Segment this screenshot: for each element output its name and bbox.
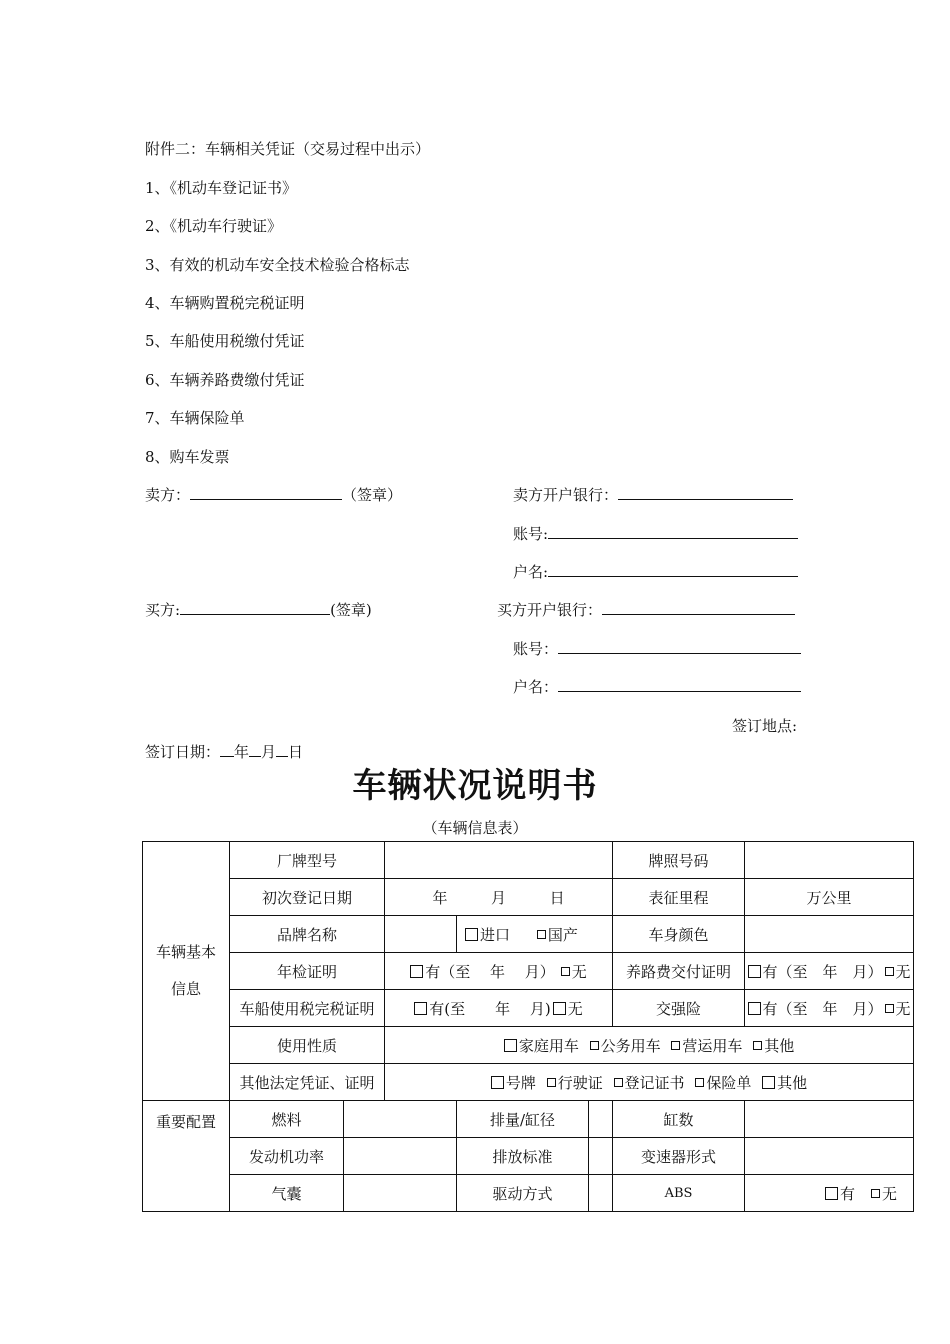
seller-bank-line (513, 485, 793, 505)
seller-label: 卖方： (145, 486, 191, 504)
buyer-bank-label: 买方开户银行： (497, 601, 603, 619)
doc-license-checkbox[interactable] (547, 1078, 556, 1087)
abs-options (745, 1175, 914, 1212)
doc-plate-label: 号牌 (505, 1073, 536, 1092)
abs-no-label: 无 (882, 1184, 898, 1203)
doc-license-label: 行驶证 (557, 1073, 603, 1092)
mileage-label: 表征里程 (613, 879, 745, 916)
ctali-no-checkbox[interactable] (885, 1004, 894, 1013)
seller-holder-line (513, 562, 798, 582)
origin-options (457, 916, 613, 953)
buyer-account-label: 账号： (513, 640, 559, 658)
seller-bank-label: 卖方开户银行： (513, 486, 619, 504)
table-row (143, 953, 914, 990)
section-config-label: 重要配置 (155, 1113, 216, 1131)
doc-other-checkbox[interactable] (762, 1076, 775, 1089)
imported-label: 进口 (480, 925, 511, 944)
table-row (143, 1027, 914, 1064)
doc-insurance-label: 保险单 (706, 1073, 752, 1092)
document-subtitle: （车辆信息表） (422, 819, 528, 837)
usage-official-label: 公务用车 (600, 1036, 661, 1055)
vehicle-info-table (142, 841, 914, 1212)
road-fee-options (745, 953, 914, 990)
vessel-tax-no-label: 无 (567, 999, 583, 1018)
first-reg-label: 初次登记日期 (230, 879, 385, 916)
usage-commercial-label: 营运用车 (682, 1036, 743, 1055)
table-row (143, 916, 914, 953)
abs-yes-checkbox[interactable] (825, 1187, 838, 1200)
first-reg-month: 月 (491, 888, 507, 907)
doc-other-label: 其他 (777, 1073, 808, 1092)
brand-model-value[interactable] (385, 842, 613, 879)
ctali-no-label: 无 (895, 999, 911, 1018)
table-row (143, 842, 914, 879)
attachment-item-5: 5、车船使用税缴付凭证 (145, 332, 305, 350)
domestic-checkbox[interactable] (537, 930, 546, 939)
brand-name-value[interactable] (385, 916, 457, 953)
transmission-value[interactable] (745, 1138, 914, 1175)
drive-label: 驱动方式 (457, 1175, 589, 1212)
attachment-item-4: 4、车辆购置税完税证明 (145, 294, 305, 312)
seller-bank-field[interactable] (618, 485, 793, 500)
cylinders-label: 缸数 (613, 1101, 745, 1138)
attachment-item-3: 3、有效的机动车安全技术检验合格标志 (145, 256, 410, 274)
abs-yes-label: 有 (840, 1184, 856, 1203)
emission-value[interactable] (589, 1138, 613, 1175)
road-fee-yes-label: 有（至 年 月） (762, 962, 883, 981)
brand-name-label: 品牌名称 (230, 916, 385, 953)
attachment-item-2: 2、《机动车行驶证》 (145, 217, 283, 235)
section-config (143, 1101, 230, 1212)
displacement-label: 排量/缸径 (457, 1101, 589, 1138)
date-day-field[interactable] (276, 742, 288, 757)
plate-no-value[interactable] (745, 842, 914, 879)
body-color-value[interactable] (745, 916, 914, 953)
section-basic-info (143, 842, 230, 1101)
seller-account-field[interactable] (548, 524, 798, 539)
road-fee-yes-checkbox[interactable] (748, 965, 761, 978)
abs-no-checkbox[interactable] (871, 1189, 880, 1198)
other-docs-options (385, 1064, 914, 1101)
vessel-tax-no-checkbox[interactable] (553, 1002, 566, 1015)
buyer-name-field[interactable] (180, 600, 330, 615)
vessel-tax-yes-label: 有(至 年 月) (429, 999, 551, 1018)
domestic-label: 国产 (547, 925, 578, 944)
doc-insurance-checkbox[interactable] (695, 1078, 704, 1087)
annual-check-label: 年检证明 (230, 953, 385, 990)
document-title: 车辆状况说明书 (352, 766, 598, 806)
date-year: 年 (234, 743, 250, 761)
seller-line (145, 485, 402, 505)
signing-place: 签订地点: (732, 717, 798, 735)
imported-checkbox[interactable] (465, 928, 478, 941)
table-row (143, 879, 914, 916)
fuel-label: 燃料 (230, 1101, 344, 1138)
attachment-item-8: 8、购车发票 (145, 448, 230, 466)
displacement-value[interactable] (589, 1101, 613, 1138)
attachment-item-7: 7、车辆保险单 (145, 409, 245, 427)
usage-official-checkbox[interactable] (590, 1041, 599, 1050)
other-docs-label: 其他法定凭证、证明 (230, 1064, 385, 1101)
buyer-holder-line (513, 677, 801, 697)
buyer-stamp: (签章) (330, 601, 372, 619)
date-month-field[interactable] (249, 742, 261, 757)
vessel-tax-options (385, 990, 613, 1027)
seller-stamp: （签章） (342, 486, 403, 504)
buyer-account-field[interactable] (558, 639, 801, 654)
seller-account-label: 账号: (513, 525, 549, 543)
date-label: 签订日期： (145, 743, 221, 761)
attachment-item-6: 6、车辆养路费缴付凭证 (145, 371, 305, 389)
ctali-label: 交强险 (613, 990, 745, 1027)
annual-check-yes-checkbox[interactable] (410, 965, 423, 978)
annual-check-no-label: 无 (571, 962, 587, 981)
buyer-account-line (513, 639, 801, 659)
doc-plate-checkbox[interactable] (491, 1076, 504, 1089)
table-row (143, 1175, 914, 1212)
buyer-line (145, 600, 372, 620)
buyer-holder-label: 户名： (513, 678, 559, 696)
ctali-options (745, 990, 914, 1027)
buyer-label: 买方: (145, 601, 181, 619)
annual-check-no-checkbox[interactable] (561, 967, 570, 976)
date-year-field[interactable] (220, 742, 234, 757)
emission-label: 排放标准 (457, 1138, 589, 1175)
body-color-label: 车身颜色 (613, 916, 745, 953)
usage-family-label: 家庭用车 (518, 1036, 579, 1055)
road-fee-label: 养路费交付证明 (613, 953, 745, 990)
road-fee-no-label: 无 (895, 962, 911, 981)
usage-options (385, 1027, 914, 1064)
first-reg-year: 年 (432, 888, 448, 907)
first-reg-day: 日 (549, 888, 565, 907)
annual-check-yes-label: 有（至 年 月） (425, 962, 555, 981)
ctali-yes-checkbox[interactable] (748, 1002, 761, 1015)
section-basic-label: 车辆基本信息 (155, 943, 216, 998)
road-fee-no-checkbox[interactable] (885, 967, 894, 976)
buyer-bank-line (497, 600, 795, 620)
engine-power-label: 发动机功率 (230, 1138, 344, 1175)
transmission-label: 变速器形式 (613, 1138, 745, 1175)
vessel-tax-label: 车船使用税完税证明 (230, 990, 385, 1027)
usage-other-label: 其他 (764, 1036, 795, 1055)
buyer-bank-field[interactable] (602, 600, 795, 615)
doc-registration-checkbox[interactable] (614, 1078, 623, 1087)
date-month: 月 (261, 743, 277, 761)
seller-holder-field[interactable] (548, 562, 798, 577)
fuel-value[interactable] (344, 1101, 457, 1138)
buyer-holder-field[interactable] (558, 677, 801, 692)
annual-check-options (385, 953, 613, 990)
attachment-heading: 附件二：车辆相关凭证（交易过程中出示） (145, 140, 431, 158)
airbag-value[interactable] (344, 1175, 457, 1212)
seller-name-field[interactable] (190, 485, 342, 500)
seller-account-line (513, 524, 798, 544)
usage-commercial-checkbox[interactable] (671, 1041, 680, 1050)
table-row (143, 990, 914, 1027)
seller-holder-label: 户名: (513, 563, 549, 581)
ctali-yes-label: 有（至 年 月） (762, 999, 883, 1018)
abs-label: ABS (613, 1175, 745, 1212)
attachment-item-1: 1、《机动车登记证书》 (145, 179, 298, 197)
cylinders-value[interactable] (745, 1101, 914, 1138)
date-day: 日 (288, 743, 304, 761)
usage-label: 使用性质 (230, 1027, 385, 1064)
usage-family-checkbox[interactable] (504, 1039, 517, 1052)
airbag-label: 气囊 (230, 1175, 344, 1212)
table-row (143, 1138, 914, 1175)
brand-model-label: 厂牌型号 (230, 842, 385, 879)
doc-registration-label: 登记证书 (624, 1073, 685, 1092)
table-row (143, 1064, 914, 1101)
plate-no-label: 牌照号码 (613, 842, 745, 879)
vessel-tax-yes-checkbox[interactable] (414, 1002, 427, 1015)
drive-value[interactable] (589, 1175, 613, 1212)
table-row (143, 1101, 914, 1138)
first-reg-value[interactable] (385, 879, 613, 916)
usage-other-checkbox[interactable] (753, 1041, 762, 1050)
mileage-value[interactable]: 万公里 (745, 879, 914, 916)
engine-power-value[interactable] (344, 1138, 457, 1175)
